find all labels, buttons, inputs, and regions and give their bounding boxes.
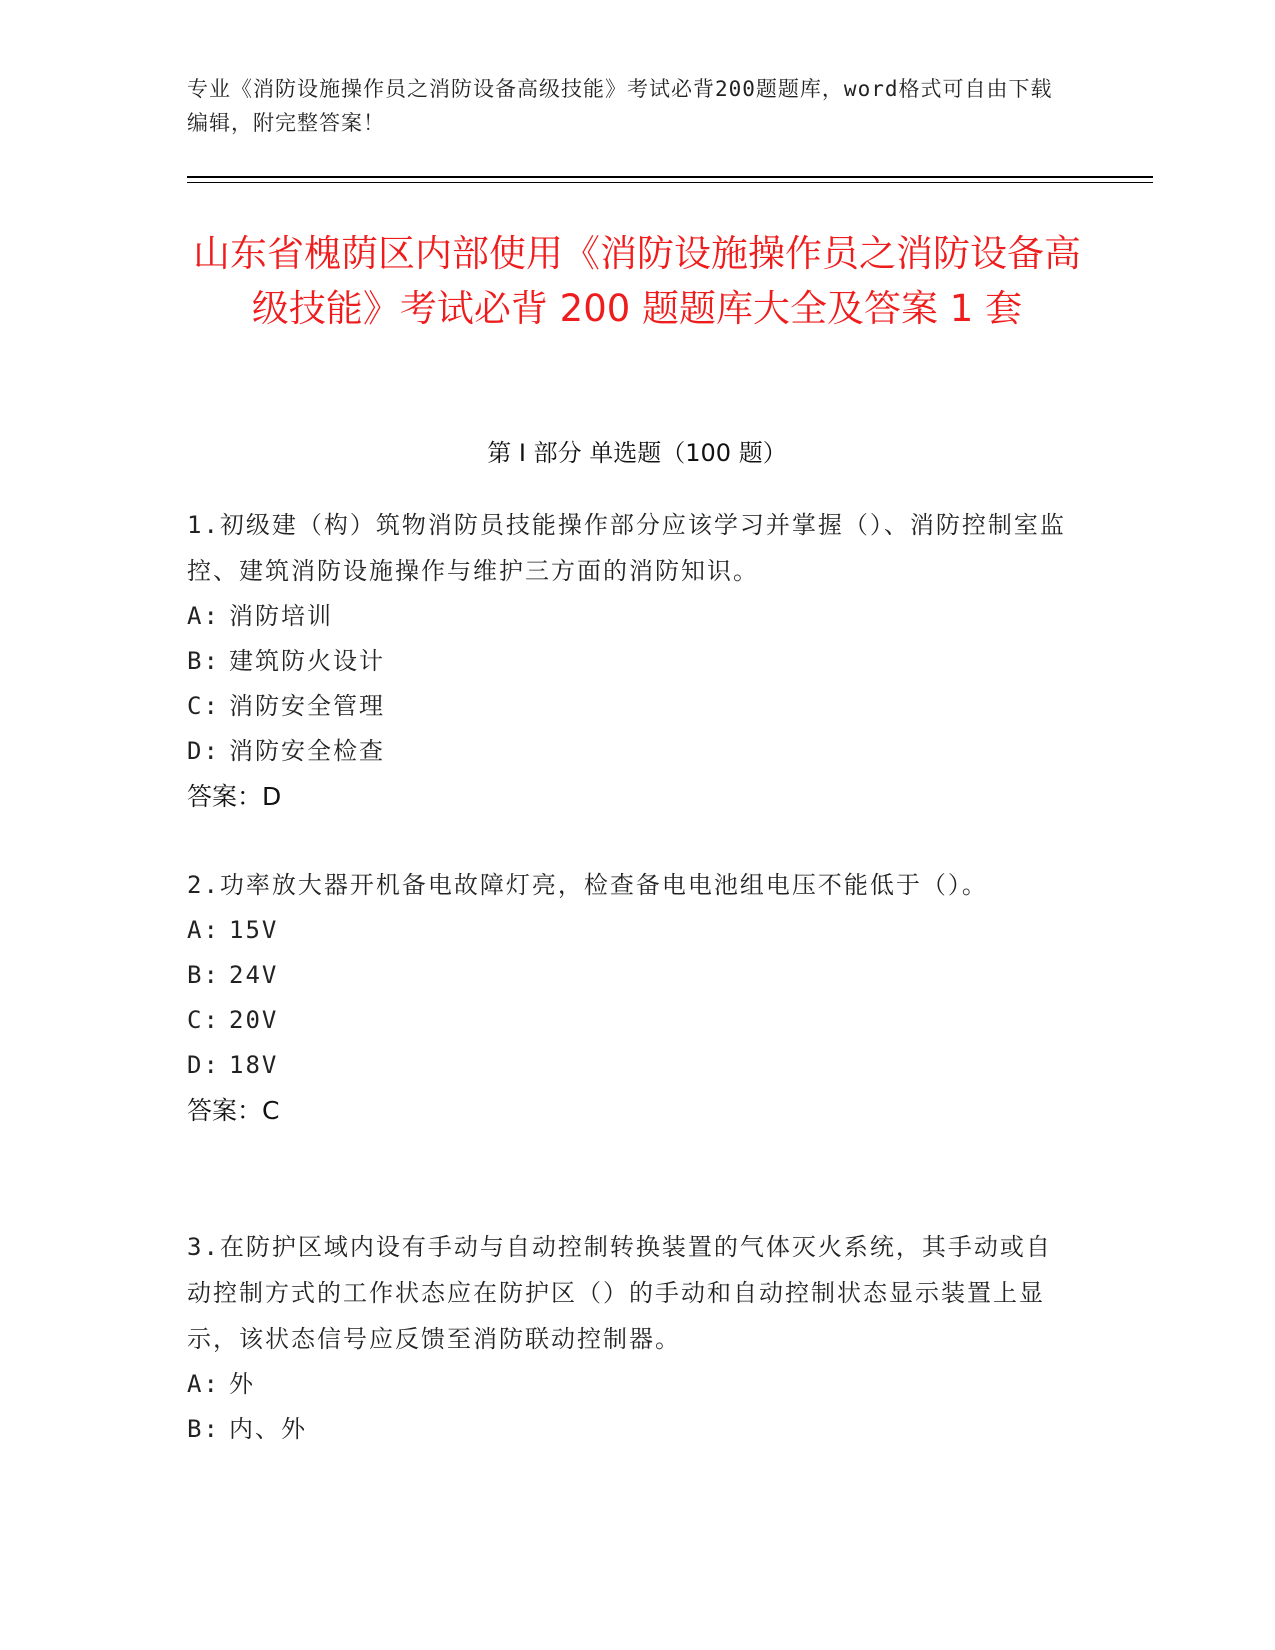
option-text: 20V [229,1006,279,1034]
option-b [187,639,1067,684]
option-d [187,1043,1067,1088]
option-text: 24V [229,961,279,989]
option-text: 内、外 [229,1415,307,1443]
option-letter: A: [187,916,220,944]
option-text: 外 [229,1370,255,1398]
question-stem: 3.在防护区域内设有手动与自动控制转换装置的气体灭火系统，其手动或自动控制方式的工作状态应在防护区（）的手动和自动控制状态显示装置上显示，该状态信号应反馈至消防联动控制器。 [187,1233,1052,1353]
question-stem: 1.初级建（构）筑物消防员技能操作部分应该学习并掌握（）、消防控制室监控、建筑消防设施操作与维护三方面的消防知识。 [187,511,1066,585]
option-text: 消防安全检查 [229,737,385,765]
answer: 答案：C [187,1096,280,1125]
option-letter: A: [187,602,220,630]
option-letter: B: [187,961,220,989]
document-title: 山东省槐荫区内部使用《消防设施操作员之消防设备高级技能》考试必背 200 题题库大全及答案 1 套 [193,232,1081,330]
option-text: 消防安全管理 [229,692,385,720]
option-text: 15V [229,916,279,944]
header-divider-thin [187,182,1153,183]
header-divider-thick [187,176,1153,178]
option-c [187,998,1067,1043]
option-letter: C: [187,1006,220,1034]
option-text: 消防培训 [229,602,333,630]
option-letter: A: [187,1370,220,1398]
option-c [187,684,1067,729]
option-text: 18V [229,1051,279,1079]
option-letter: D: [187,1051,220,1079]
question-stem: 2.功率放大器开机备电故障灯亮，检查备电电池组电压不能低于（）。 [187,871,988,899]
option-a [187,594,1067,639]
question-3 [187,1224,1067,1452]
option-d [187,729,1067,774]
header-note: 专业《消防设施操作员之消防设备高级技能》考试必背200题题库，word格式可自由下载编辑，附完整答案！ [187,77,1053,135]
option-a [187,908,1067,953]
option-letter: C: [187,692,220,720]
answer: 答案：D [187,782,282,811]
section-heading: 第 I 部分 单选题（100 题） [487,439,787,467]
option-letter: B: [187,647,220,675]
option-text: 建筑防火设计 [229,647,385,675]
option-letter: D: [187,737,220,765]
option-letter: B: [187,1415,220,1443]
option-b [187,953,1067,998]
option-b [187,1407,1067,1452]
question-2 [187,862,1067,1134]
option-a [187,1362,1067,1407]
question-1 [187,502,1067,820]
